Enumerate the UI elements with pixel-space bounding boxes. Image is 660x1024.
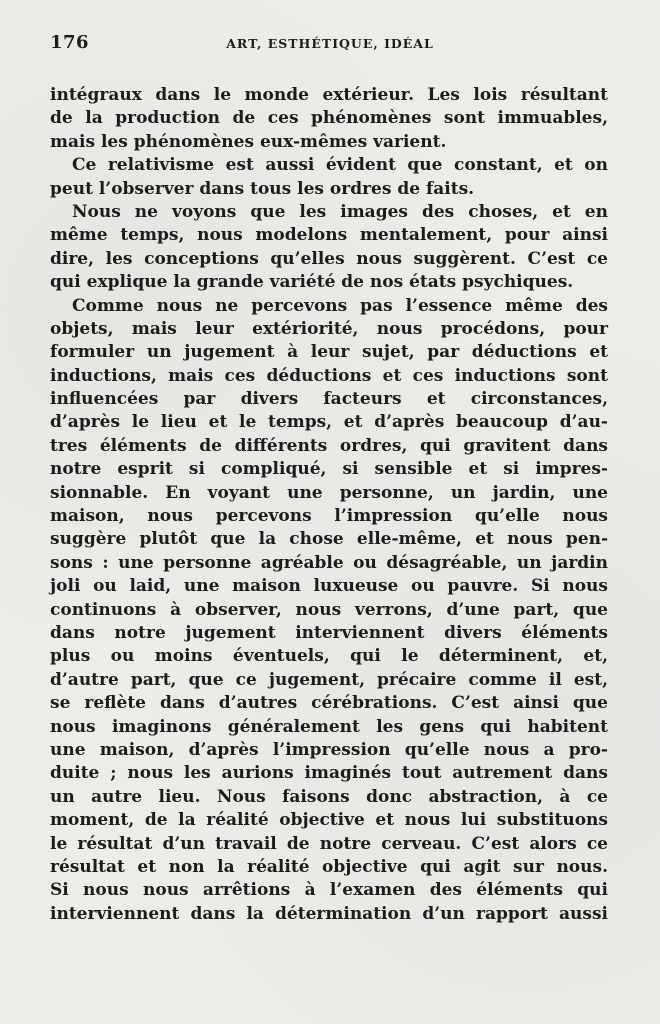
text-line: interviennent dans la détermination d’un rapport aussi <box>50 903 608 924</box>
text-line: nous imaginons généralement les gens qui habitent <box>50 716 608 737</box>
text-line: se reflète dans d’autres cérébrations. C’est ainsi que <box>50 693 608 714</box>
text-line: continuons à observer, nous verrons, d’une part, que <box>50 599 608 620</box>
text-line: joli ou laid, une maison luxueuse ou pauvre. Si nous <box>50 576 608 597</box>
text-line: objets, mais leur extériorité, nous procédons, pour <box>50 318 608 339</box>
text-line: un autre lieu. Nous faisons donc abstraction, à ce <box>50 786 608 807</box>
text-line: Ce relativisme est aussi évident que constant, et on <box>72 155 608 176</box>
text-line: maison, nous percevons l’impression qu’elle nous <box>50 506 608 527</box>
text-line: Nous ne voyons que les images des choses, et en <box>72 201 608 222</box>
text-line: suggère plutôt que la chose elle-même, et nous pen- <box>50 529 608 550</box>
text-line: Si nous nous arrêtions à l’examen des éléments qui <box>50 880 608 901</box>
text-line: peut l’observer dans tous les ordres de faits. <box>50 178 475 199</box>
page-number: 176 <box>50 32 90 53</box>
text-line: qui explique la grande variété de nos états psychiques. <box>50 272 574 293</box>
text-line: même temps, nous modelons mentalement, pour ainsi <box>50 225 608 246</box>
text-line: d’après le lieu et le temps, et d’après beaucoup d’au- <box>50 412 608 433</box>
text-line: une maison, d’après l’impression qu’elle nous a pro- <box>50 739 608 760</box>
text-line: d’autre part, que ce jugement, précaire comme il est, <box>50 669 608 690</box>
running-title: ART, ESTHÉTIQUE, IDÉAL <box>226 36 434 51</box>
text-line: dire, les conceptions qu’elles nous suggèrent. C’est ce <box>50 248 608 269</box>
text-line: Comme nous ne percevons pas l’essence même des <box>72 295 608 316</box>
text-line: de la production de ces phénomènes sont immuables, <box>50 108 608 129</box>
text-line: notre esprit si compliqué, si sensible et si impres- <box>50 459 608 480</box>
text-line: résultat et non la réalité objective qui agit sur nous. <box>50 856 608 877</box>
text-line: intégraux dans le monde extérieur. Les lois résultant <box>50 85 608 105</box>
text-line: tres éléments de différents ordres, qui gravitent dans <box>50 435 608 456</box>
text-line: le résultat d’un travail de notre cerveau. C’est alors ce <box>50 833 608 854</box>
text-line: sons : une personne agréable ou désagréable, un jardin <box>50 552 608 573</box>
text-line: mais les phénomènes eux-mêmes varient. <box>50 131 447 152</box>
text-line: moment, de la réalité objective et nous lui substituons <box>50 810 608 831</box>
text-line: influencées par divers facteurs et circonstances, <box>50 389 608 410</box>
body-text <box>50 84 608 926</box>
text-line: formuler un jugement à leur sujet, par déductions et <box>50 342 608 363</box>
text-line: inductions, mais ces déductions et ces inductions sont <box>50 365 608 386</box>
text-line: dans notre jugement interviennent divers éléments <box>50 622 608 643</box>
text-line: duite ; nous les aurions imaginés tout autrement dans <box>50 763 608 784</box>
text-line: plus ou moins éventuels, qui le déterminent, et, <box>50 646 608 667</box>
text-line: sionnable. En voyant une personne, un jardin, une <box>50 482 608 503</box>
running-head <box>50 32 610 56</box>
